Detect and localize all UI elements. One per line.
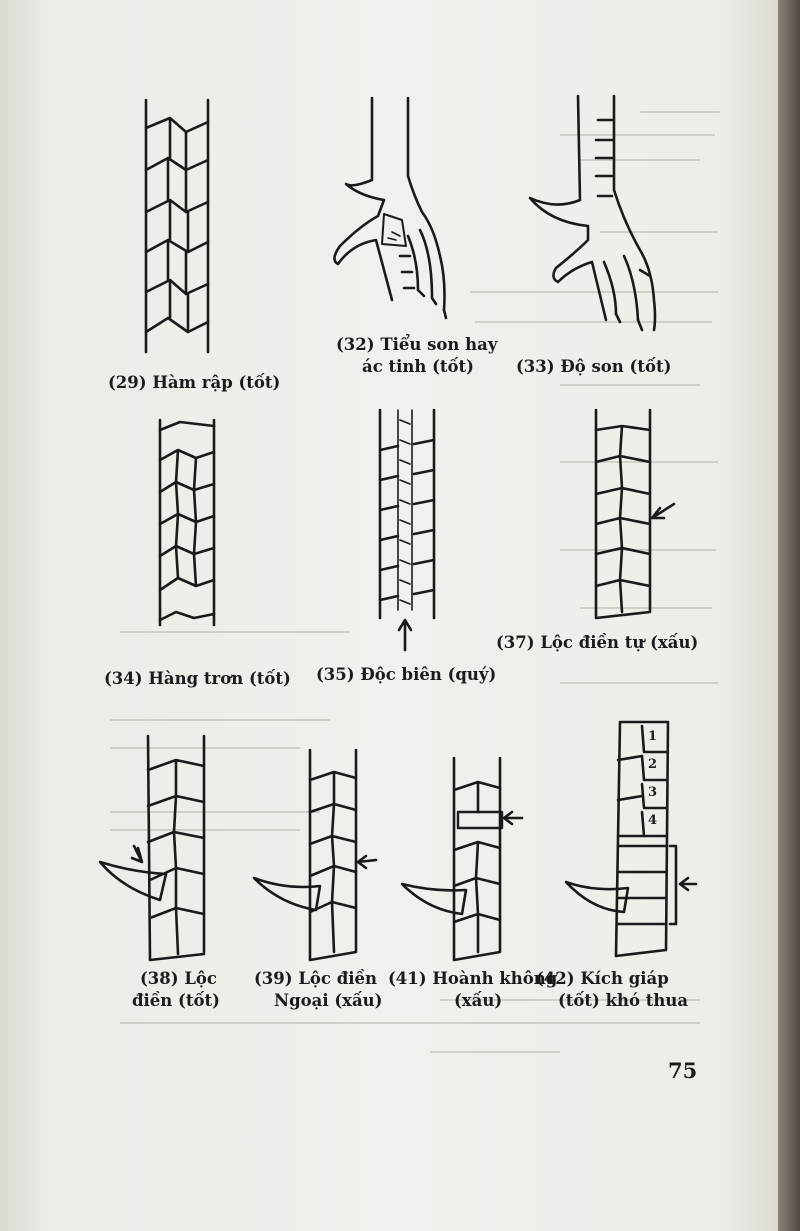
caption-38-line1: (38) Lộc [140,969,217,988]
caption-29: (29) Hàm rập (tốt) [108,373,281,392]
scale-number-2: 2 [648,757,658,772]
figure-39-leg [254,750,376,960]
caption-41-line2: (xấu) [454,991,503,1010]
figure-33-foot [530,96,655,330]
caption-32-line2: ác tinh (tốt) [362,357,474,376]
figure-41-leg [402,758,522,960]
caption-42-line1: (42) Kích giáp [536,969,669,988]
caption-39-line1: (39) Lộc điền [254,969,378,988]
caption-38-line2: điền (tốt) [132,991,220,1010]
caption-39-line2: Ngoại (xấu) [274,991,383,1010]
figure-38-leg [100,736,204,960]
figure-29-leg [146,100,208,352]
figure-37-leg [596,410,674,618]
figure-42-leg [566,722,696,956]
book-edge [778,0,800,1231]
caption-32-line1: (32) Tiểu son hay [336,335,498,354]
scale-number-3: 3 [648,785,658,800]
caption-35: (35) Độc biên (quý) [316,665,497,684]
figure-32-foot [334,98,446,318]
scale-number-4: 4 [648,813,658,828]
caption-42-line2: (tốt) khó thua [558,991,689,1010]
caption-34: (34) Hàng trơn (tốt) [104,669,291,688]
caption-41-line1: (41) Hoành không [388,969,558,988]
figure-35-leg [380,410,434,650]
figure-34-leg [160,420,214,625]
page-number: 75 [668,1058,698,1083]
scale-number-1: 1 [648,729,658,744]
caption-37: (37) Lộc điền tự (xấu) [496,633,699,652]
caption-33: (33) Độ son (tốt) [516,357,672,376]
